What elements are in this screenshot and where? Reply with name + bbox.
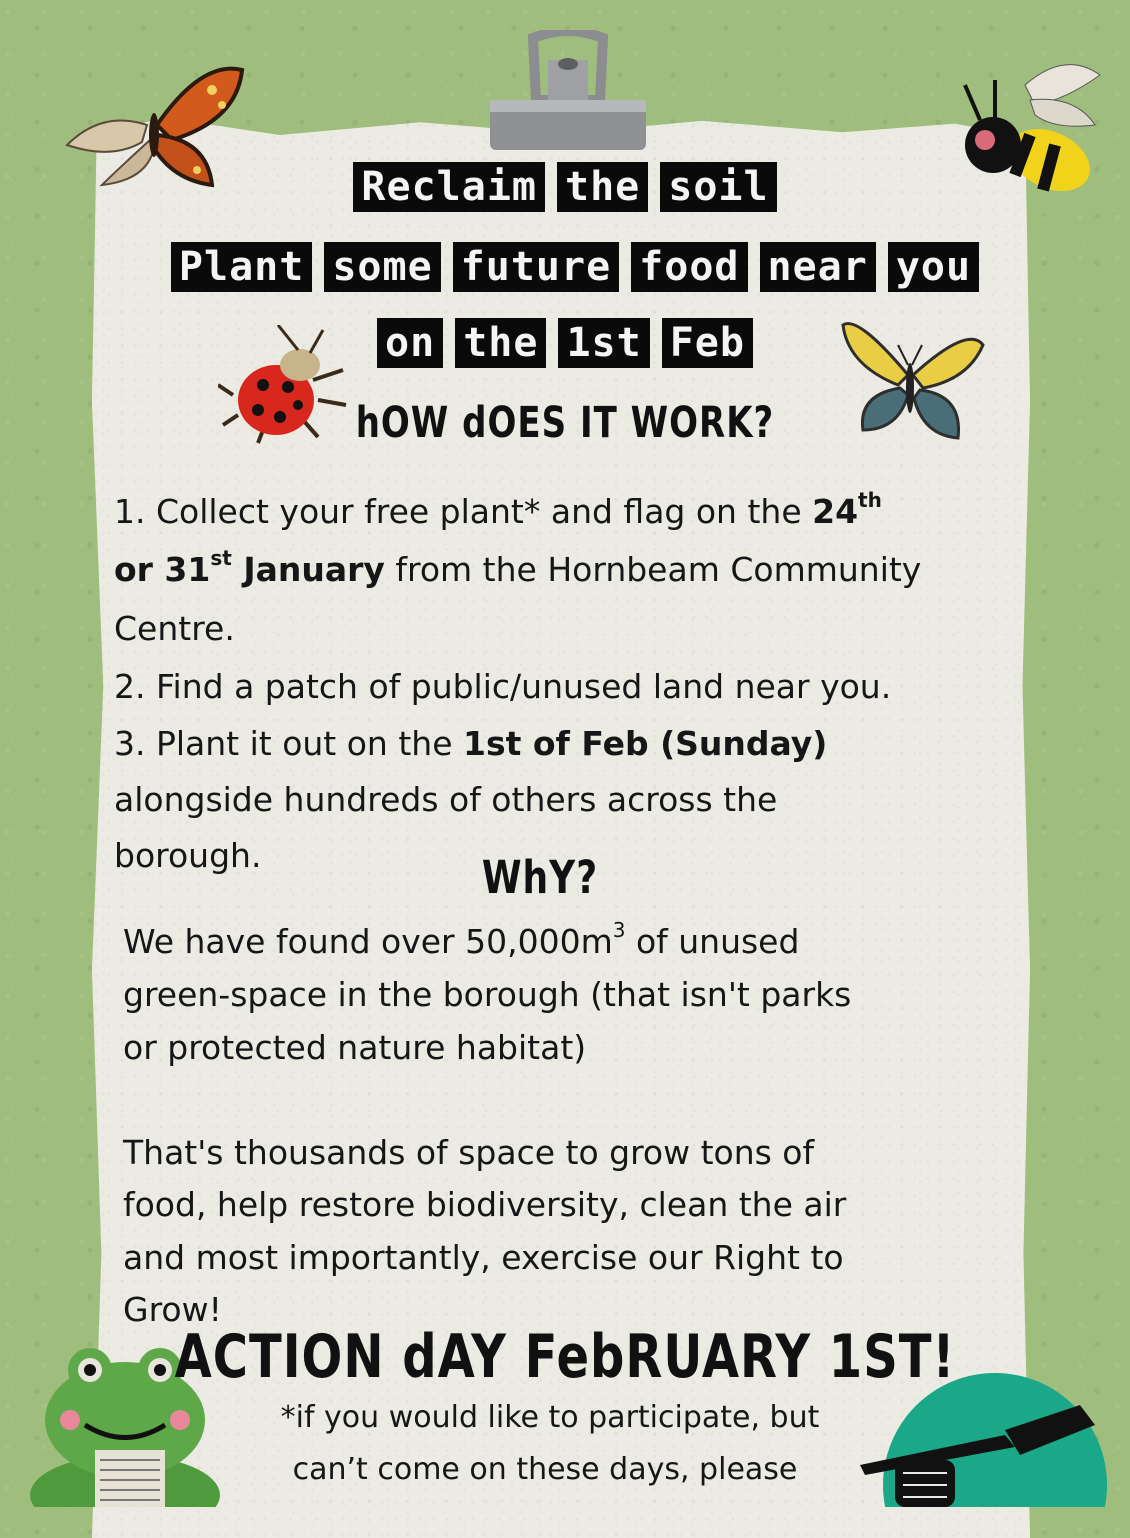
step-3-date: 1st of Feb (Sunday) [462, 724, 828, 763]
title-word: the [455, 318, 546, 368]
step-2: 2. Find a patch of public/unused land near you. [114, 667, 892, 706]
step-1-line-3: Centre. [114, 609, 235, 648]
step-3-line-3: borough. [114, 836, 262, 875]
title-word: future [453, 242, 620, 292]
date-24: 24 [812, 492, 859, 531]
date-january: January [231, 550, 385, 589]
why-p1-text: We have found over 50,000m [123, 922, 613, 961]
date-31: or 31 [114, 550, 211, 589]
title-word: Reclaim [353, 162, 545, 212]
title-word: some [324, 242, 440, 292]
title-word: soil [660, 162, 776, 212]
how-heading: hOW dOES IT WORK? [355, 398, 775, 448]
why-p2-line-1: That's thousands of space to grow tons of [123, 1133, 815, 1172]
binder-clip-icon [488, 30, 648, 155]
why-p2-line-2: food, help restore biodiversity, clean the air [123, 1185, 847, 1224]
why-p2-line-3: and most importantly, exercise our Right to [123, 1238, 844, 1277]
cubed-sup: 3 [612, 918, 626, 942]
why-p1-line-3: or protected nature habitat) [123, 1028, 587, 1067]
date-31-suffix: st [210, 546, 232, 570]
step-1-text: 1. Collect your free plant* and flag on the [114, 492, 813, 531]
title-word: the [557, 162, 648, 212]
title-word: 1st [558, 318, 649, 368]
why-heading: WhY? [481, 853, 599, 905]
title-word: near [760, 242, 876, 292]
footnote-line-1: *if you would like to participate, but [280, 1400, 820, 1435]
title-line-2 [0, 242, 1130, 292]
step-3-line-2: alongside hundreds of others across the [114, 780, 778, 819]
why-p1-line-1 [123, 918, 800, 961]
footnote-line-2: can’t come on these days, please [292, 1452, 798, 1487]
title-word: Plant [171, 242, 312, 292]
step-3-text: 3. Plant it out on the [114, 724, 463, 763]
title-word: on [377, 318, 443, 368]
why-p1-text-end: of unused [625, 922, 800, 961]
title-word: Feb [662, 318, 753, 368]
date-24-suffix: th [858, 488, 882, 512]
title-line-3 [0, 318, 1130, 368]
step-1-line-1 [114, 488, 882, 531]
title-line-1 [0, 162, 1130, 212]
why-p1-line-2: green-space in the borough (that isn't parks [123, 975, 852, 1014]
step-1-line-2 [114, 546, 922, 589]
title-word: food [631, 242, 747, 292]
step-1-location: from the Hornbeam Community [384, 550, 922, 589]
step-3-line-1 [114, 724, 827, 763]
why-p2-line-4: Grow! [123, 1290, 222, 1329]
action-day-heading: ACTION dAY FebRUARY 1ST! [174, 1322, 956, 1392]
title-word: you [888, 242, 979, 292]
